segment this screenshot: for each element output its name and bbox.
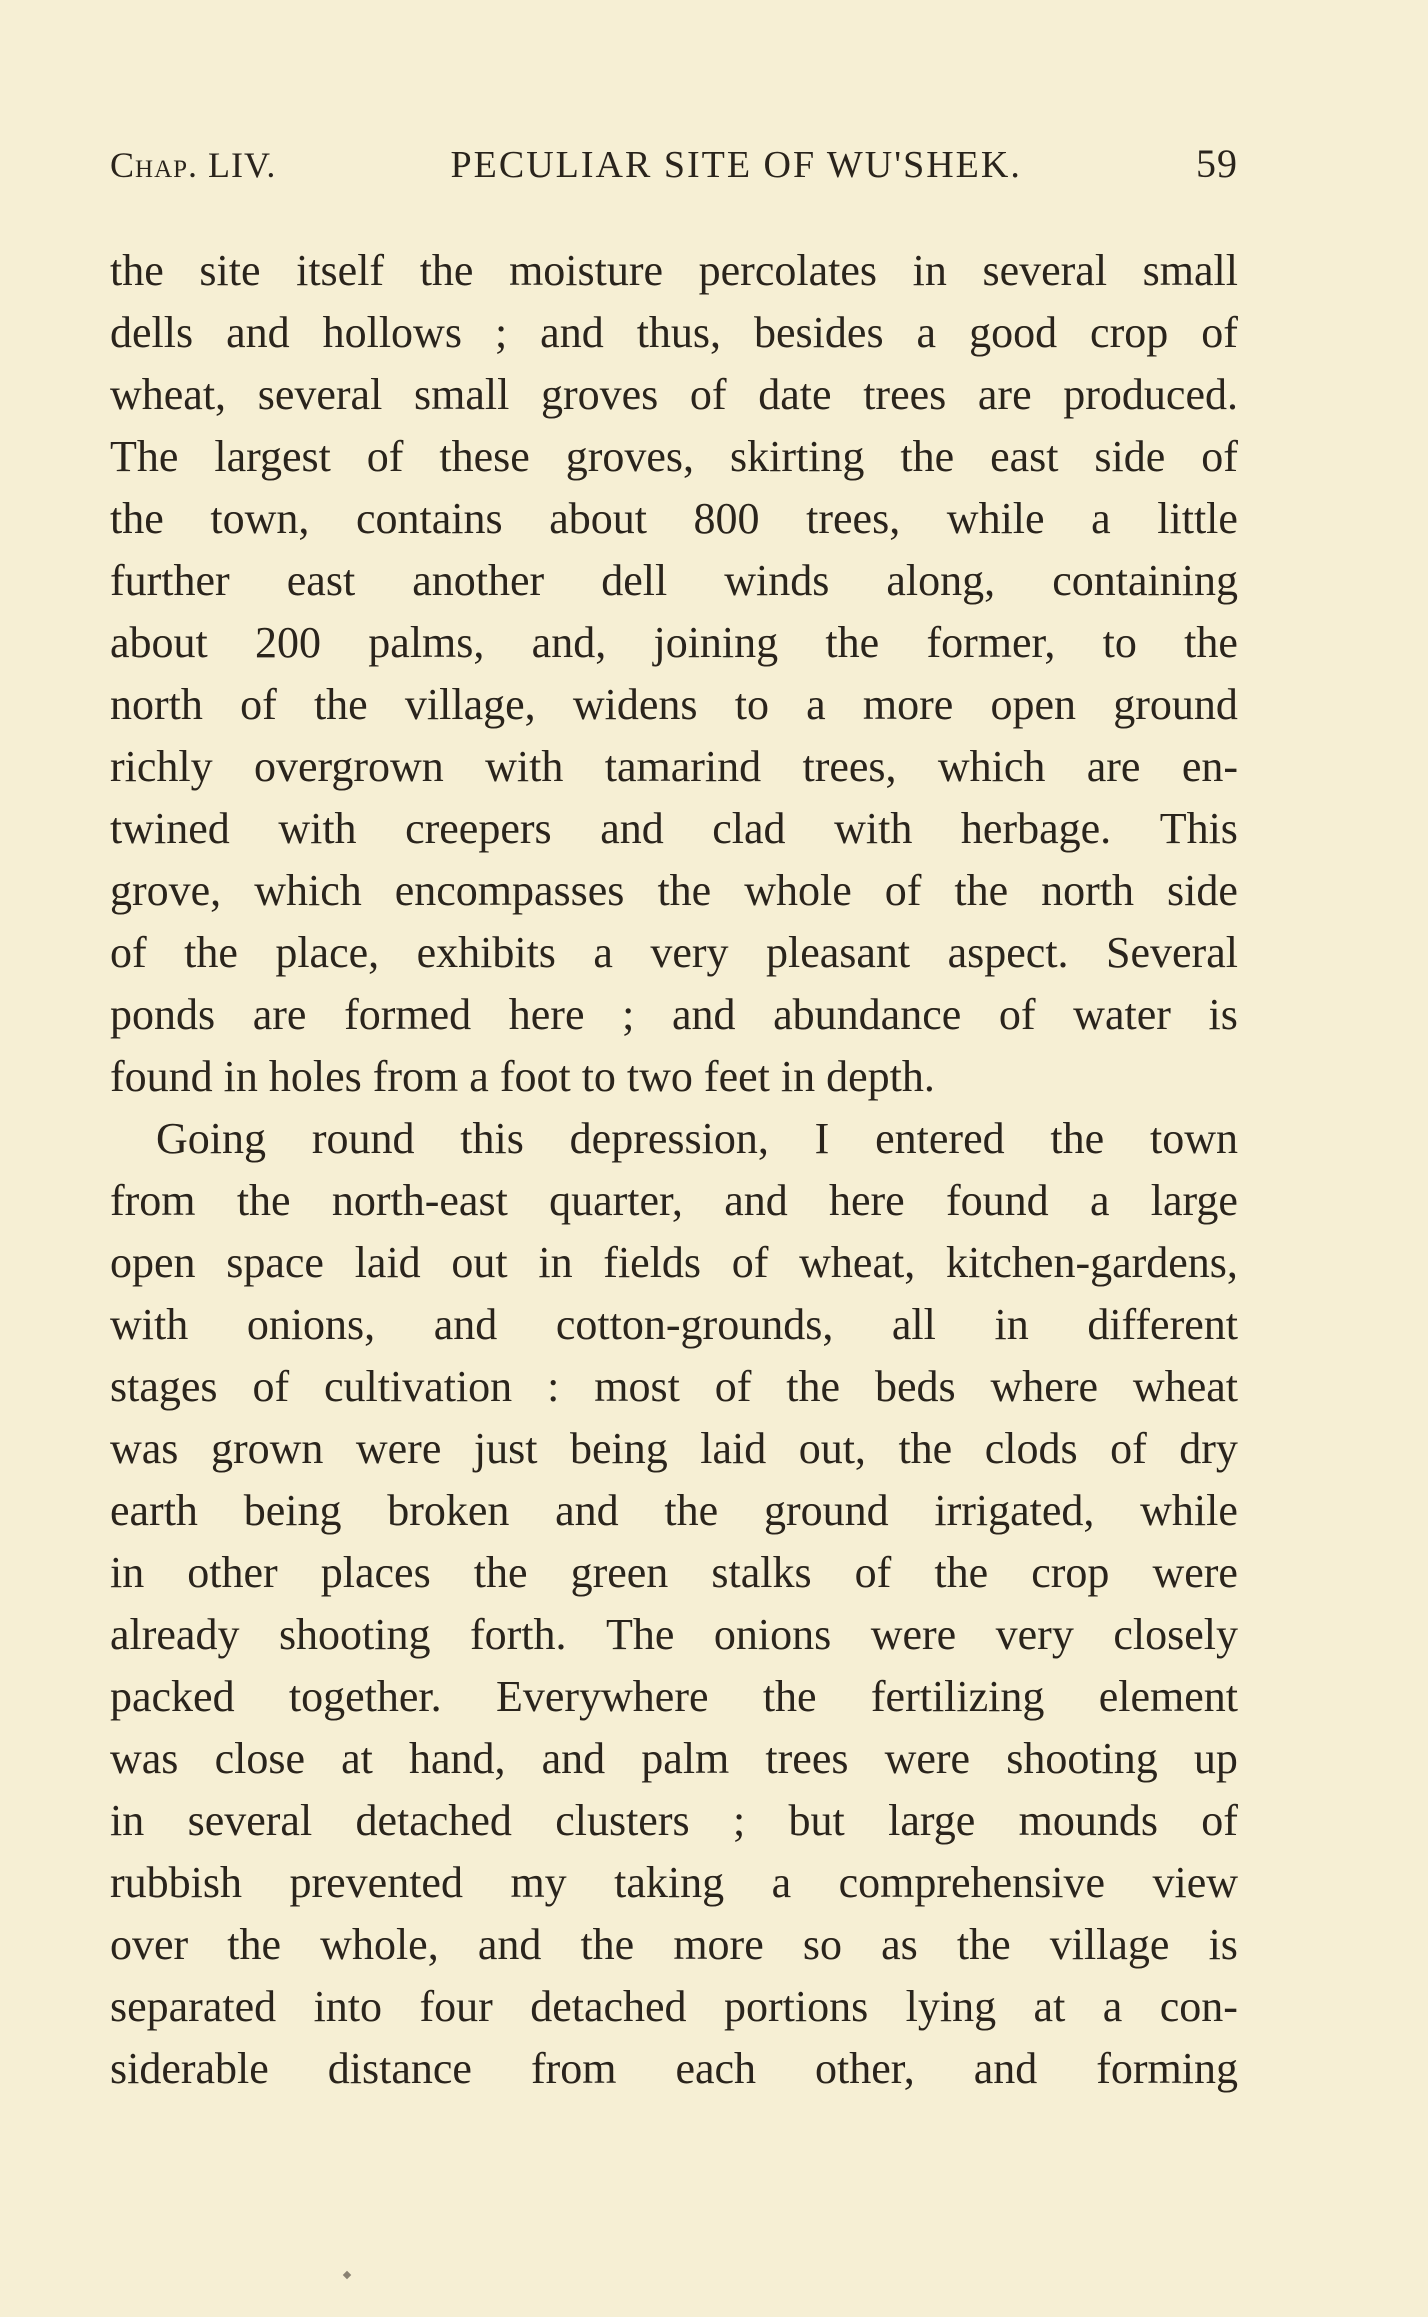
text-line: found in holes from a foot to two feet in depth.	[110, 1052, 935, 1101]
text-line: of the place, exhibits a very pleasant aspect. Several	[110, 928, 1238, 977]
text-line: earth being broken and the ground irrigated, while	[110, 1486, 1238, 1535]
text-line: further east another dell winds along, containing	[110, 556, 1238, 605]
page-title: PECULIAR SITE OF WU'SHEK.	[450, 144, 1022, 186]
text-line: about 200 palms, and, joining the former, to the	[110, 618, 1238, 667]
text-line: from the north-east quarter, and here found a large	[110, 1176, 1238, 1225]
text-line: separated into four detached portions lying at a con-	[110, 1982, 1238, 2031]
text-line: the town, contains about 800 trees, while a little	[110, 494, 1238, 543]
text-line: the site itself the moisture percolates in several small	[110, 246, 1238, 295]
text-line: was close at hand, and palm trees were shooting up	[110, 1734, 1238, 1783]
text-line: siderable distance from each other, and forming	[110, 2044, 1238, 2093]
text-line: dells and hollows ; and thus, besides a good crop of	[110, 308, 1238, 357]
chapter-label: Chap. LIV.	[110, 145, 277, 185]
text-line: stages of cultivation : most of the beds where wheat	[110, 1362, 1238, 1411]
text-line: Going round this depression, I entered the town	[156, 1114, 1238, 1163]
text-line: packed together. Everywhere the fertilizing element	[110, 1672, 1238, 1721]
text-line: richly overgrown with tamarind trees, which are en-	[110, 742, 1238, 791]
text-line: with onions, and cotton-grounds, all in different	[110, 1300, 1238, 1349]
text-line: in other places the green stalks of the crop were	[110, 1548, 1238, 1597]
page-number: 59	[1196, 141, 1238, 186]
text-line: ponds are formed here ; and abundance of water is	[110, 990, 1238, 1039]
text-line: twined with creepers and clad with herbage. This	[110, 804, 1238, 853]
text-line: grove, which encompasses the whole of the north side	[110, 866, 1238, 915]
text-line: over the whole, and the more so as the village is	[110, 1920, 1238, 1969]
text-line: rubbish prevented my taking a comprehensive view	[110, 1858, 1238, 1907]
text-line: north of the village, widens to a more open ground	[110, 680, 1238, 729]
text-line: The largest of these groves, skirting the east side of	[110, 432, 1238, 481]
text-line: was grown were just being laid out, the clods of dry	[110, 1424, 1238, 1473]
text-line: wheat, several small groves of date trees are produced.	[110, 370, 1238, 419]
text-line: already shooting forth. The onions were very closely	[110, 1610, 1238, 1659]
text-line: in several detached clusters ; but large mounds of	[110, 1796, 1238, 1845]
text-line: open space laid out in fields of wheat, kitchen-gardens,	[110, 1238, 1238, 1287]
running-header	[110, 140, 1238, 200]
body-text	[110, 240, 1238, 2100]
printer-mark	[343, 2271, 351, 2279]
